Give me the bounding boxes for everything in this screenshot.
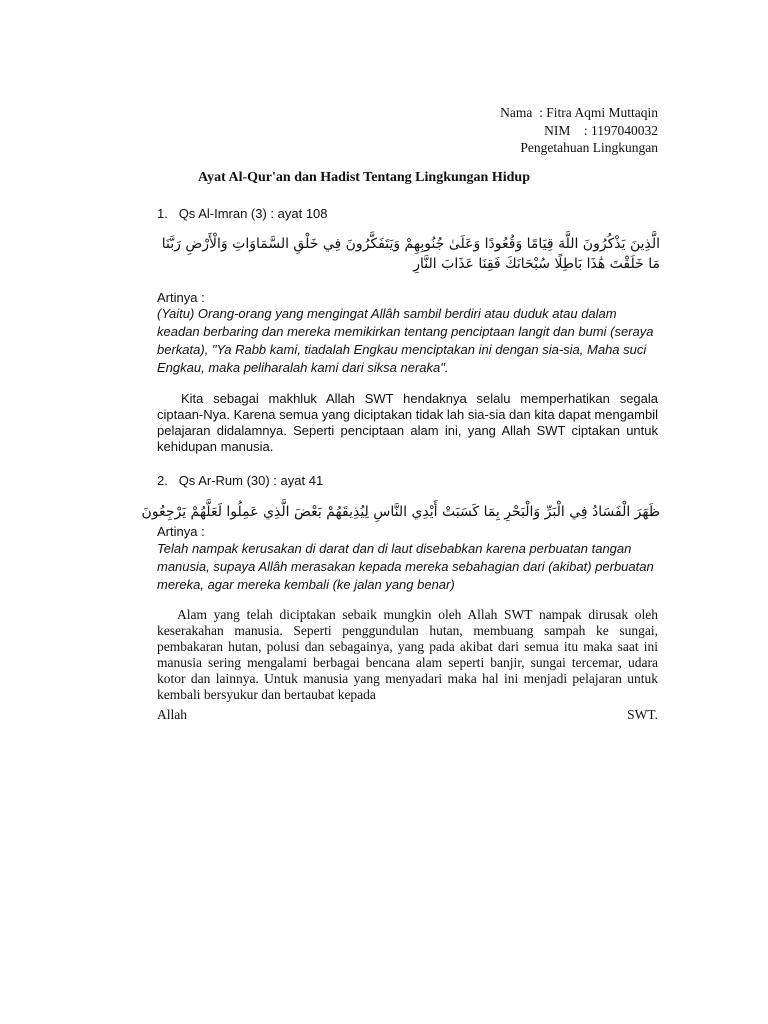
section-2-number: 2.: [157, 473, 168, 488]
section-2-arabic-verse: ظَهَرَ الْفَسَادُ فِي الْبَرِّ وَالْبَحْرِ بِمَا كَسَبَتْ أَيْدِي النَّاسِ لِيُذِيقَهُمْ بَعْضَ الَّذِي عَمِلُوا لَعَلَّهُمْ يَرْجِعُونَ: [141, 504, 660, 520]
section-2-heading: [157, 473, 323, 488]
course-line: Pengetahuan Lingkungan: [520, 140, 658, 155]
section-2-title: Qs Ar-Rum (30) : ayat 41: [178, 473, 324, 488]
signoff-right-text: SWT.: [627, 707, 658, 722]
signoff-left-text: Allah: [157, 707, 187, 722]
section-1-heading: [157, 206, 328, 221]
section-1-artinya-label: Artinya :: [157, 290, 205, 305]
student-id-line: NIM : 1197040032: [544, 122, 658, 138]
document-title: Ayat Al-Qur'an dan Hadist Tentang Lingkungan Hidup: [198, 170, 530, 185]
section-1-translation: (Yaitu) Orang-orang yang mengingat Allâh sambil berdiri atau duduk atau dalam keadan berbaring dan mereka memikirkan tentang penciptaan langit dan bumi (seraya berkata), "Ya Rabb kami, tiadalah Engkau menciptakan ini dengan sia-sia, Maha suci Engkau, maka peliharalah kami dari siksa neraka".: [157, 306, 654, 375]
section-1-paragraph: Kita sebagai makhluk Allah SWT hendaknya selalu memperhatikan segala ciptaan-Nya. Karena semua yang diciptakan tidak lah sia-sia dan kita dapat mengambil pelajaran didalamnya. Seperti penciptaan alam ini, yang Allah SWT ciptakan untuk kehidupan manusia.: [157, 391, 658, 454]
author-header: [500, 104, 658, 157]
section-1-title: Qs Al-Imran (3) : ayat 108: [178, 206, 328, 221]
section-2-translation: Telah nampak kerusakan di darat dan di laut disebabkan karena perbuatan tangan manusia, supaya Allâh merasakan kepada mereka sebahagian dari (akibat) perbuatan mereka, agar mereka kembali (ke jalan yang benar): [157, 541, 654, 592]
section-2-artinya-label: Artinya :: [157, 524, 205, 539]
section-1-arabic-verse: الَّذِينَ يَذْكُرُونَ اللَّهَ قِيَامًا وَقُعُودًا وَعَلَىٰ جُنُوبِهِمْ وَيَتَفَكَّرُونَ فِي خَلْقِ السَّمَاوَاتِ وَالْأَرْضِ رَبَّنَا مَا خَلَقْتَ هَٰذَا بَاطِلًا سُبْحَانَكَ فَقِنَا عَذَابَ النَّارِ: [161, 236, 660, 272]
section-1-number: 1.: [157, 206, 168, 221]
section-2-paragraph: Alam yang telah diciptakan sebaik mungkin oleh Allah SWT nampak dirusak oleh keserakahan manusia. Seperti penggundulan hutan, membuang sampah ke sungai, pembakaran hutan, polusi dan sebagainya, yang pada akibat dari semua itu maka saat ini manusia sering mengalami berbagai bencana alam seperti banjir, sungai tercemar, udara kotor dan lainnya. Untuk manusia yang menyadari maka hal ini menjadi pelajaran untuk kembali bersyukur dan bertaubat kepada: [157, 607, 658, 702]
author-name-line: Nama : Fitra Aqmi Muttaqin: [500, 105, 658, 120]
